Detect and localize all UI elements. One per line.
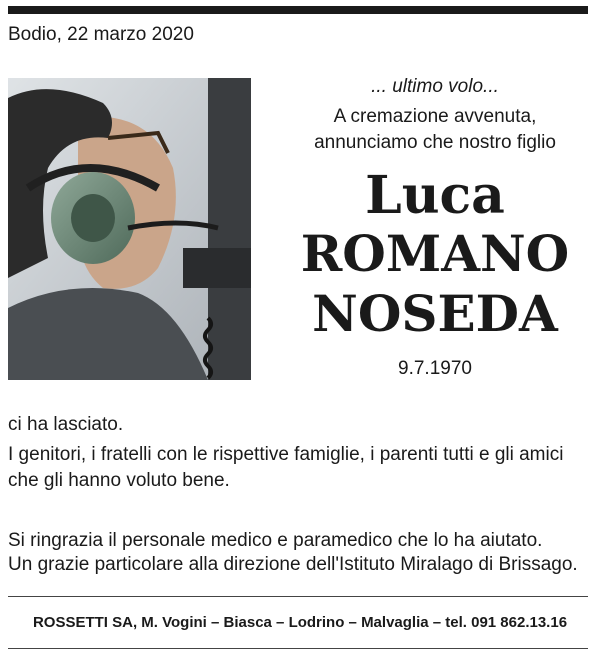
epigraph: ... ultimo volo... [371, 76, 499, 97]
surname-line-2: NOSEDA [312, 284, 558, 343]
footer-rule-top [8, 596, 588, 597]
first-name: Luca [365, 165, 505, 226]
footer-rule-bottom [8, 648, 588, 649]
body-para-3-line-1: Si ringrazia il personale medico e paramedico che lo ha aiutato. [8, 530, 543, 551]
birth-date: 9.7.1970 [398, 358, 472, 379]
body-para-3-line-2: Un grazie particolare alla direzione dell'Istituto Miralago di Brissago. [8, 554, 578, 575]
notice-header [270, 74, 600, 380]
top-rule [8, 6, 588, 14]
body-para-2-line-1: I genitori, i fratelli con le rispettive famiglie, i parenti tutti e gli amici [8, 444, 564, 465]
surname-line-1: ROMANO [300, 224, 570, 283]
place-date: Bodio, 22 marzo 2020 [8, 24, 194, 45]
intro-line-1: A cremazione avvenuta, [333, 106, 537, 127]
pilot-photo-illustration [8, 78, 251, 380]
portrait-photo [8, 78, 251, 380]
intro-line-2: annunciamo che nostro figlio [314, 132, 556, 153]
body-para-2-line-2: che gli hanno voluto bene. [8, 470, 230, 491]
funeral-home-footer: ROSSETTI SA, M. Vogini – Biasca – Lodrino – Malvaglia – tel. 091 862.13.16 [32, 614, 568, 631]
body-line-1: ci ha lasciato. [8, 414, 124, 435]
